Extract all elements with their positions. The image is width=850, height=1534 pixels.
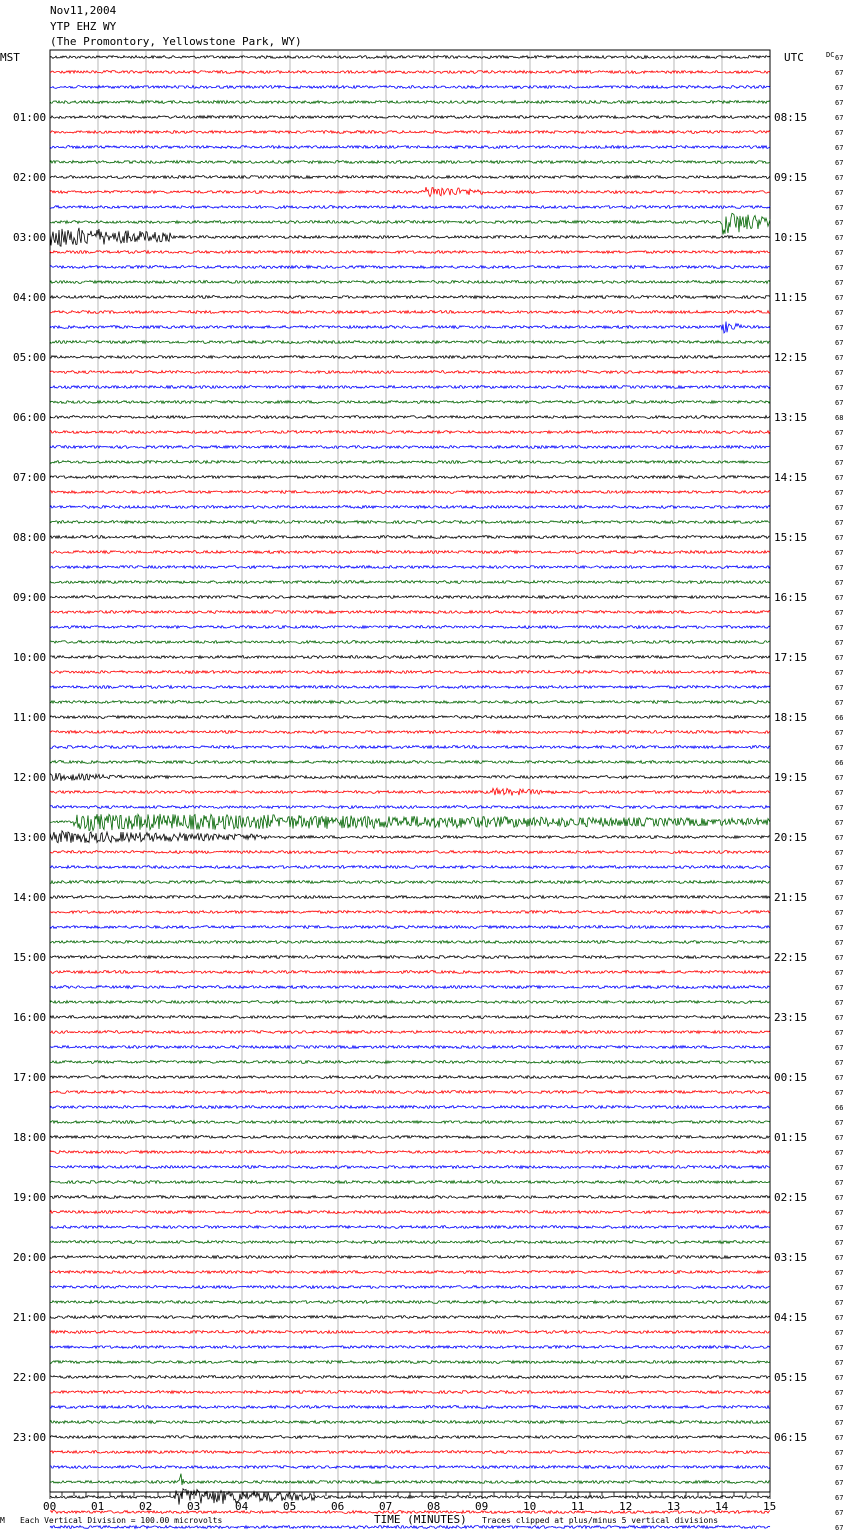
x-tick-label: 15	[763, 1500, 777, 1513]
dc-offset-value: 67	[835, 504, 844, 512]
trace-line	[50, 896, 770, 899]
trace-line	[50, 1406, 770, 1409]
dc-offset-value: 67	[835, 249, 844, 257]
station-code: YTP EHZ WY	[50, 20, 117, 33]
dc-offset-value: 67	[835, 1314, 844, 1322]
trace-line	[50, 341, 770, 344]
trace-line	[50, 281, 770, 284]
trace-line	[50, 521, 770, 524]
dc-offset-value: 67	[835, 924, 844, 932]
dc-offset-value: 67	[835, 1239, 844, 1247]
dc-offset-value: 67	[835, 639, 844, 647]
trace-line	[50, 1361, 770, 1364]
dc-offset-value: 67	[835, 549, 844, 557]
time-axis	[43, 1492, 776, 1513]
trace-line	[50, 1136, 770, 1139]
x-tick-label: 01	[91, 1500, 105, 1513]
dc-offset-value: 67	[835, 1164, 844, 1172]
trace-line	[50, 536, 770, 539]
dc-offset-value: 67	[835, 594, 844, 602]
trace-line	[50, 296, 770, 299]
dc-offset-value: 67	[835, 894, 844, 902]
utc-hour-label: 21:15	[774, 891, 808, 904]
dc-offset-value: 67	[835, 1524, 844, 1532]
trace-line	[50, 56, 770, 59]
trace-line	[50, 1076, 770, 1079]
x-tick-label: 03	[187, 1500, 201, 1513]
mst-hour-label: 14:00	[13, 891, 47, 904]
dc-offset-value: 67	[835, 1254, 844, 1262]
utc-hour-label: 12:15	[774, 351, 808, 364]
trace-line	[50, 1181, 770, 1184]
dc-offset-value: 67	[835, 699, 844, 707]
trace-line	[50, 1211, 770, 1214]
dc-offset-value: 67	[835, 654, 844, 662]
dc-offset-value: 67	[835, 294, 844, 302]
dc-offset-value: 67	[835, 729, 844, 737]
footer	[0, 1513, 718, 1526]
dc-offset-value: 67	[835, 1194, 844, 1202]
trace-line	[50, 1046, 770, 1049]
dc-offset-value: 67	[835, 564, 844, 572]
trace-line	[50, 1256, 770, 1259]
utc-hour-label: 18:15	[774, 711, 808, 724]
mst-hour-label: 04:00	[13, 291, 47, 304]
dc-offset-value: 67	[835, 1269, 844, 1277]
dc-offset-value: 67	[835, 609, 844, 617]
x-tick-label: 09	[475, 1500, 489, 1513]
trace-line	[50, 1316, 770, 1319]
x-tick-label: 12	[619, 1500, 633, 1513]
trace-line	[50, 1151, 770, 1154]
utc-hour-label: 14:15	[774, 471, 808, 484]
trace-line	[50, 671, 770, 674]
scale-note: Each Vertical Division = 100.00 microvolts	[20, 1516, 223, 1525]
dc-offset-value: 67	[835, 1119, 844, 1127]
x-tick-label: 06	[331, 1500, 345, 1513]
trace-line	[50, 1091, 770, 1094]
dc-offset-value: 67	[835, 219, 844, 227]
trace-line	[50, 1466, 770, 1469]
utc-hour-label: 04:15	[774, 1311, 808, 1324]
dc-offset-value: 67	[835, 849, 844, 857]
mst-hour-label: 16:00	[13, 1011, 47, 1024]
utc-hour-label: 02:15	[774, 1191, 808, 1204]
trace-line	[50, 491, 770, 494]
dc-offset-value: 66	[835, 759, 844, 767]
dc-offset-value: 67	[835, 99, 844, 107]
dc-offset-value: 67	[835, 189, 844, 197]
trace-line	[50, 626, 770, 629]
dc-offset-value: 67	[835, 669, 844, 677]
trace-line	[50, 746, 770, 749]
x-tick-label: 10	[523, 1500, 537, 1513]
trace-line	[50, 551, 770, 554]
x-axis-label: TIME (MINUTES)	[374, 1513, 467, 1526]
utc-hour-label: 10:15	[774, 231, 808, 244]
dc-offset-value: 67	[835, 129, 844, 137]
trace-line	[50, 851, 770, 854]
trace-line	[50, 773, 770, 781]
trace-line	[50, 431, 770, 434]
mst-hour-label: 21:00	[13, 1311, 47, 1324]
trace-line	[50, 656, 770, 659]
dc-offset-value: 67	[835, 1494, 844, 1502]
mst-hour-label: 15:00	[13, 951, 47, 964]
trace-line	[50, 371, 770, 374]
x-tick-label: 11	[571, 1500, 585, 1513]
dc-offset-value: 67	[835, 1044, 844, 1052]
dc-offset-value: 67	[835, 1149, 844, 1157]
mst-hour-label: 23:00	[13, 1431, 47, 1444]
dc-offset-value: 66	[835, 714, 844, 722]
dc-offset-value: 67	[835, 1419, 844, 1427]
utc-hour-label: 11:15	[774, 291, 808, 304]
mst-axis-title: MST	[0, 51, 20, 64]
trace-line	[50, 1526, 770, 1529]
dc-offset-value: 67	[835, 789, 844, 797]
dc-offset-value: 67	[835, 1059, 844, 1067]
plot-frame	[50, 50, 770, 1492]
seismic-traces	[50, 56, 770, 1534]
footer-mark: M	[0, 1516, 5, 1525]
trace-line	[50, 1241, 770, 1244]
trace-line	[50, 213, 770, 234]
dc-offset-value: 67	[835, 999, 844, 1007]
utc-hour-label: 17:15	[774, 651, 808, 664]
trace-line	[50, 1061, 770, 1064]
utc-hour-label: 23:15	[774, 1011, 808, 1024]
trace-line	[50, 956, 770, 959]
dc-offset-value: 67	[835, 1434, 844, 1442]
station-location: (The Promontory, Yellowstone Park, WY)	[50, 35, 302, 48]
trace-line	[50, 1474, 770, 1485]
dc-offset-value: 67	[835, 624, 844, 632]
utc-hour-label: 13:15	[774, 411, 808, 424]
trace-line	[50, 161, 770, 164]
trace-line	[50, 941, 770, 944]
dc-offset-value: 67	[835, 444, 844, 452]
trace-line	[50, 1421, 770, 1424]
x-tick-label: 08	[427, 1500, 441, 1513]
trace-line	[50, 1346, 770, 1349]
dc-offset-value: 67	[835, 1209, 844, 1217]
dc-offset-value: 67	[835, 879, 844, 887]
trace-line	[50, 1391, 770, 1394]
trace-line	[50, 806, 770, 809]
dc-offset-value: 67	[835, 1509, 844, 1517]
utc-hour-label: 05:15	[774, 1371, 808, 1384]
dc-offset-value: 67	[835, 1224, 844, 1232]
trace-line	[50, 228, 770, 246]
trace-line	[50, 356, 770, 359]
mst-hour-label: 09:00	[13, 591, 47, 604]
dc-offset-value: 67	[835, 234, 844, 242]
x-tick-label: 02	[139, 1500, 153, 1513]
dc-offset-value: 67	[835, 1074, 844, 1082]
dc-offset-value: 67	[835, 819, 844, 827]
dc-offset-value: 67	[835, 369, 844, 377]
trace-line	[50, 1031, 770, 1034]
mst-hour-label: 02:00	[13, 171, 47, 184]
utc-hour-label: 15:15	[774, 531, 808, 544]
dc-offset-value: 67	[835, 1389, 844, 1397]
clip-note: Traces clipped at plus/minus 5 vertical divisions	[482, 1516, 719, 1525]
mst-hour-label: 12:00	[13, 771, 47, 784]
dc-offset-value: 67	[835, 984, 844, 992]
trace-line	[50, 986, 770, 989]
dc-offset-value: 67	[835, 69, 844, 77]
utc-hour-label: 06:15	[774, 1431, 808, 1444]
trace-line	[50, 1196, 770, 1199]
trace-line	[50, 1436, 770, 1439]
utc-hour-label: 08:15	[774, 111, 808, 124]
utc-axis-title: UTC	[784, 51, 804, 64]
trace-line	[50, 1106, 770, 1109]
utc-hour-label: 20:15	[774, 831, 808, 844]
trace-line	[50, 446, 770, 449]
dc-offset-value: 67	[835, 1134, 844, 1142]
dc-offset-value: 67	[835, 864, 844, 872]
trace-line	[50, 1376, 770, 1379]
x-tick-label: 00	[43, 1500, 57, 1513]
utc-hour-label: 03:15	[774, 1251, 808, 1264]
trace-line	[50, 187, 770, 197]
trace-line	[50, 506, 770, 509]
dc-offset-value: 67	[835, 474, 844, 482]
trace-line	[50, 1166, 770, 1169]
time-grid	[50, 50, 770, 1492]
trace-line	[50, 1451, 770, 1454]
dc-offset-value: 67	[835, 264, 844, 272]
trace-line	[50, 911, 770, 914]
dc-offset-value: 67	[835, 1299, 844, 1307]
dc-offset-value: 68	[835, 414, 844, 422]
x-tick-label: 05	[283, 1500, 297, 1513]
dc-offset-value: 67	[835, 1449, 844, 1457]
trace-line	[50, 1016, 770, 1019]
dc-offset-value: 67	[835, 939, 844, 947]
dc-offset-value: 67	[835, 204, 844, 212]
trace-line	[50, 251, 770, 254]
trace-line	[50, 146, 770, 149]
x-tick-label: 04	[235, 1500, 249, 1513]
dc-offset-value: 67	[835, 519, 844, 527]
utc-hour-label: 09:15	[774, 171, 808, 184]
dc-offset-value: 67	[835, 354, 844, 362]
trace-line	[50, 761, 770, 764]
trace-line	[50, 176, 770, 179]
dc-offset-value: 67	[835, 909, 844, 917]
trace-line	[50, 566, 770, 569]
dc-offset-value: 67	[835, 534, 844, 542]
trace-line	[50, 1121, 770, 1124]
trace-line	[50, 416, 770, 419]
dc-offset-value: 67	[835, 1464, 844, 1472]
dc-offset-value: 67	[835, 579, 844, 587]
mst-hour-label: 18:00	[13, 1131, 47, 1144]
dc-offset-value: 67	[835, 1029, 844, 1037]
mst-hour-label: 13:00	[13, 831, 47, 844]
mst-hour-label: 03:00	[13, 231, 47, 244]
dc-offset-value: 67	[835, 1329, 844, 1337]
dc-offset-value: 66	[835, 1104, 844, 1112]
dc-offset-value: 67	[835, 774, 844, 782]
mst-hour-label: 22:00	[13, 1371, 47, 1384]
trace-line	[50, 788, 770, 795]
mst-hour-label: 06:00	[13, 411, 47, 424]
trace-line	[50, 131, 770, 134]
utc-hour-label: 19:15	[774, 771, 808, 784]
dc-offset-value: 67	[835, 1284, 844, 1292]
dc-offset-value: 67	[835, 309, 844, 317]
trace-line	[50, 386, 770, 389]
trace-line	[50, 971, 770, 974]
dc-offset-value: 67	[835, 684, 844, 692]
trace-line	[50, 596, 770, 599]
trace-line	[50, 476, 770, 479]
chart-date: Nov11,2004	[50, 4, 117, 17]
dc-offset-value: 67	[835, 429, 844, 437]
mst-hour-label: 01:00	[13, 111, 47, 124]
dc-offset-value: 67	[835, 1404, 844, 1412]
mst-hour-label: 19:00	[13, 1191, 47, 1204]
trace-line	[50, 1271, 770, 1274]
trace-line	[50, 731, 770, 734]
trace-line	[50, 926, 770, 929]
dc-offset-value: 67	[835, 399, 844, 407]
dc-offset-value: 67	[835, 1089, 844, 1097]
dc-offset-value: 67	[835, 339, 844, 347]
mst-hour-label: 10:00	[13, 651, 47, 664]
x-tick-label: 13	[667, 1500, 681, 1513]
dc-offset-value: 67	[835, 1014, 844, 1022]
trace-line	[50, 461, 770, 464]
trace-line	[50, 101, 770, 104]
dc-offset-value: 67	[835, 324, 844, 332]
dc-offset-value: 67	[835, 1344, 844, 1352]
trace-line	[50, 686, 770, 689]
trace-line	[50, 866, 770, 869]
dc-offset-value: 67	[835, 804, 844, 812]
dc-offset-value: 67	[835, 1479, 844, 1487]
dc-offset-value: 67	[835, 1374, 844, 1382]
trace-line	[50, 611, 770, 614]
trace-line	[50, 1001, 770, 1004]
trace-line	[50, 401, 770, 404]
dc-offset-value: 67	[835, 384, 844, 392]
trace-line	[50, 206, 770, 209]
trace-line	[50, 881, 770, 884]
dc-offset-value: 67	[835, 144, 844, 152]
mst-hour-label: 05:00	[13, 351, 47, 364]
x-tick-label: 14	[715, 1500, 729, 1513]
dc-offset-value: 67	[835, 1179, 844, 1187]
dc-offset-value: 67	[835, 174, 844, 182]
trace-line	[50, 86, 770, 89]
dc-offset-value: 67	[835, 84, 844, 92]
dc-offset-value: 67	[835, 489, 844, 497]
dc-offset-value: 67	[835, 114, 844, 122]
trace-line	[50, 701, 770, 704]
trace-line	[50, 831, 770, 843]
utc-hour-label: 22:15	[774, 951, 808, 964]
dc-offset-value: 67	[835, 279, 844, 287]
dc-label: DC	[826, 51, 835, 59]
trace-line	[50, 581, 770, 584]
mst-hour-label: 11:00	[13, 711, 47, 724]
utc-hour-label: 00:15	[774, 1071, 808, 1084]
dc-offset-value: 67	[835, 459, 844, 467]
dc-offset-value: 67	[835, 159, 844, 167]
trace-line	[50, 322, 770, 333]
trace-line	[50, 716, 770, 719]
trace-line	[50, 266, 770, 269]
trace-line	[50, 311, 770, 314]
mst-hour-label: 17:00	[13, 1071, 47, 1084]
utc-hour-label: 01:15	[774, 1131, 808, 1144]
trace-line	[50, 71, 770, 74]
trace-line	[50, 1286, 770, 1289]
trace-line	[50, 116, 770, 119]
dc-offset-value: 67	[835, 744, 844, 752]
mst-hour-label: 07:00	[13, 471, 47, 484]
mst-hour-label: 08:00	[13, 531, 47, 544]
trace-line	[50, 641, 770, 644]
trace-line	[50, 1331, 770, 1334]
trace-line	[50, 1489, 770, 1505]
x-tick-label: 07	[379, 1500, 393, 1513]
mst-hour-label: 20:00	[13, 1251, 47, 1264]
trace-line	[50, 1301, 770, 1304]
dc-offset-value: 67	[835, 969, 844, 977]
dc-offset-value: 67	[835, 954, 844, 962]
dc-offset-value: 67	[835, 54, 844, 62]
utc-hour-label: 16:15	[774, 591, 808, 604]
dc-offset-value: 67	[835, 834, 844, 842]
dc-offset-value: 67	[835, 1359, 844, 1367]
trace-line	[50, 814, 770, 831]
trace-line	[50, 1226, 770, 1229]
